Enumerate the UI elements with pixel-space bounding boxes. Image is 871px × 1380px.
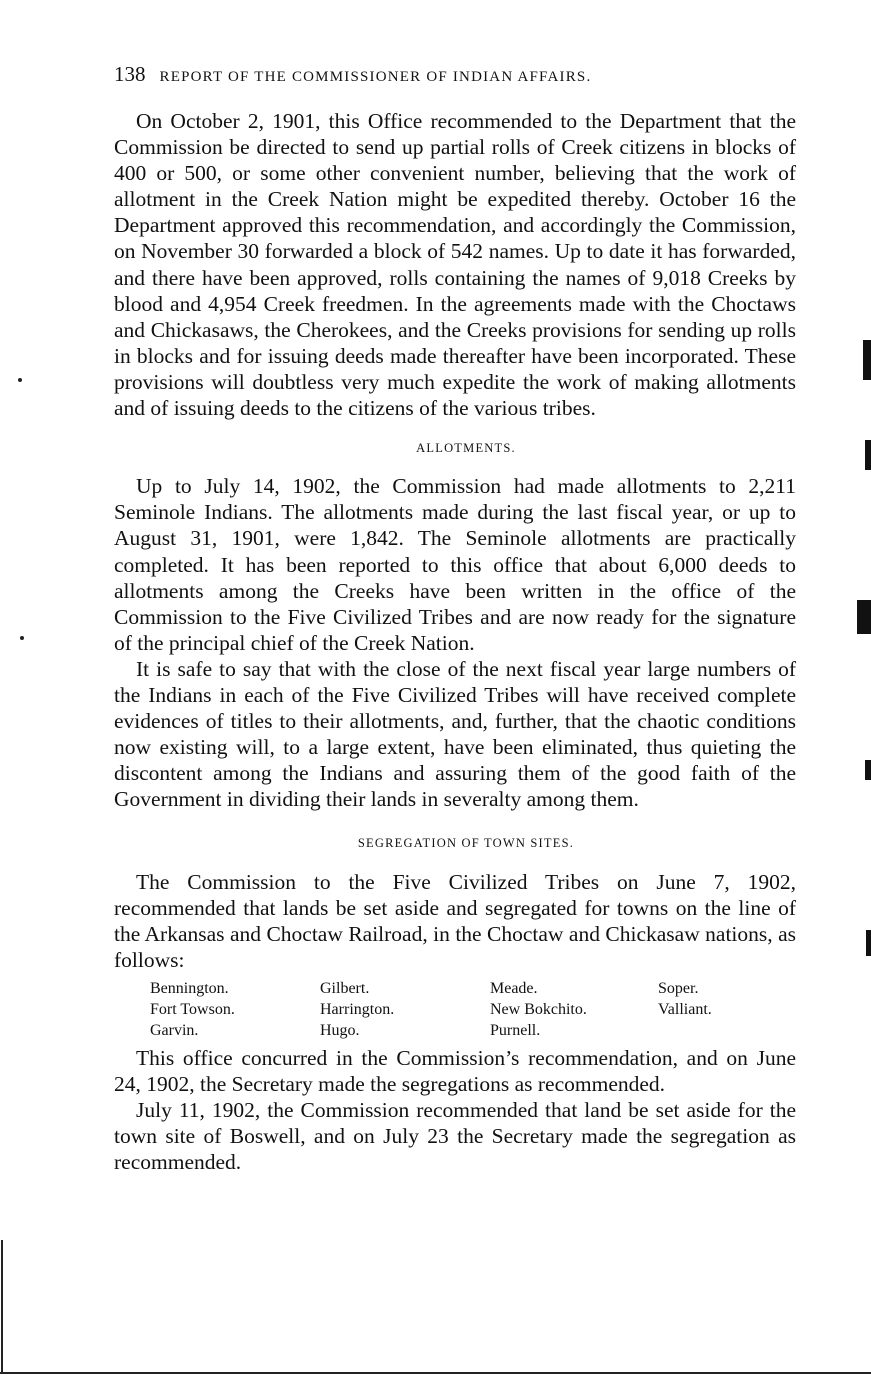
town-name [658,1020,808,1041]
scan-edge-mark [866,930,871,956]
town-name: Soper. [658,979,699,997]
scan-bottom-edge [0,1372,871,1374]
scan-left-edge [1,1240,3,1372]
town-name: Purnell. [490,1021,541,1039]
town-name: New Bokchito. [490,1000,587,1018]
town-name: Bennington. [150,979,229,997]
body-text [114,108,796,1175]
scan-edge-mark [865,440,871,470]
paragraph-segregation: The Commission to the Five Civilized Tribes on June 7, 1902, recommended that lands be set aside and segregated for towns on the line of the Arkansas and Choctaw Railroad, in the Choctaw and Chickasaw nations, as follows: [114,869,796,972]
paragraph-boswell: July 11, 1902, the Commission recommended that land be set aside for the town site of Boswell, and on July 23 the Secretary made the segregation as recommended. [114,1098,796,1175]
town-name: Meade. [490,979,538,997]
running-title: REPORT OF THE COMMISSIONER OF INDIAN AFFAIRS. [159,69,592,85]
town-name: Hugo. [320,1021,360,1039]
scan-edge-mark [865,760,871,780]
paragraph-rolls: On October 2, 1901, this Office recommended to the Department that the Commission be directed to send up partial rolls of Creek citizens in blocks of 400 or 500, or some other convenient number, believing that the work of allotment in the Creek Nation might be expedited thereby. October 16 the Department approved this recommendation, and accordingly the Commission, on November 30 forwarded a block of 542 names. Up to date it has forwarded, and there have been approved, rolls containing the names of 9,018 Creeks by blood and 4,954 Creek freedmen. In the agreements made with the Choctaws and Chickasaws, the Cherokees, and the Creeks provisions for sending up rolls in blocks and for issuing deeds made thereafter have been incorporated. These provisions will doubtless very much expedite the work of making allotments and of issuing deeds to the citizens of the various tribes. [114,109,796,421]
paragraph-concurrence: This office concurred in the Commission’s recommendation, and on June 24, 1902, the Secretary made the segregations as recommended. [114,1045,796,1096]
paragraph-allotments: Up to July 14, 1902, the Commission had made allotments to 2,211 Seminole Indians. The allotments made during the last fiscal year, or up to August 31, 1901, were 1,842. The Seminole allotments are practically completed. It has been reported to this office that about 6,000 deeds to allotments among the Creeks have been written in the office of the Commission to the Five Civilized Tribes and are now ready for the signature of the principal chief of the Creek Nation. [114,474,796,655]
town-name: Valliant. [658,1000,712,1018]
running-head [114,62,804,87]
section-heading-segregation: SEGREGATION OF TOWN SITES. [357,836,575,851]
paragraph-fiscal-year: It is safe to say that with the close of the next fiscal year large numbers of the Indians in each of the Five Civilized Tribes will have received complete evidences of titles to their allotments, and, further, that the chaotic conditions now existing will, to a large extent, have been eliminated, thus quieting the discontent among the Indians and assuring them of the good faith of the Government in dividing their lands in severalty among them. [114,656,796,812]
town-name: Gilbert. [320,979,370,997]
section-heading-allotments: ALLOTMENTS. [416,441,516,456]
scan-edge-mark [857,600,871,634]
page-number: 138 [114,62,146,86]
scan-speck [18,378,22,382]
town-list [150,978,796,1041]
town-name: Fort Towson. [150,1000,235,1018]
town-name: Harrington. [320,1000,395,1018]
scan-edge-mark [863,340,871,380]
town-name: Garvin. [150,1021,199,1039]
scan-speck [20,636,24,640]
